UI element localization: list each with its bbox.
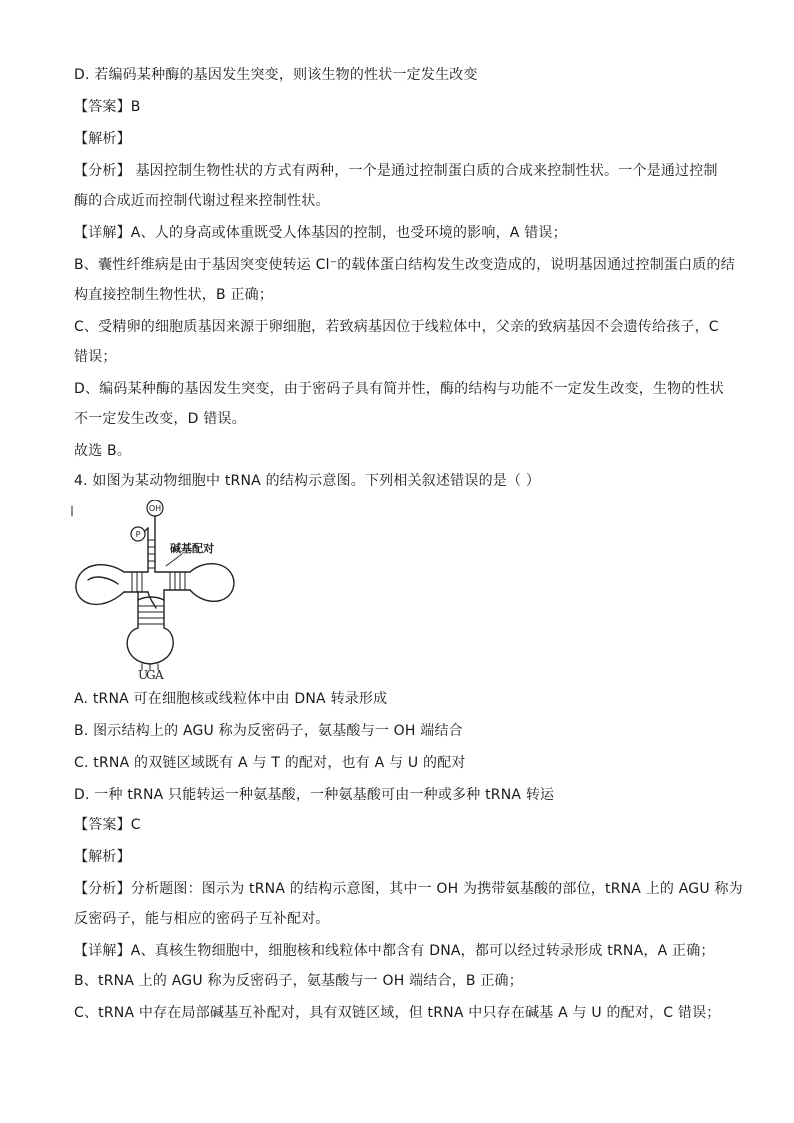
q4-option-d: D. 一种 tRNA 只能转运一种氨基酸，一种氨基酸可由一种或多种 tRNA 转运 <box>74 787 555 803</box>
phosphate-label: P <box>135 530 141 539</box>
q4-analysis-line-2: 反密码子，能与相应的密码子互补配对。 <box>74 911 330 927</box>
q4-detail-line-3: C、tRNA 中存在局部碱基互补配对，具有双链区域，但 tRNA 中只存在碱基 A 与 U 的配对，C 错误； <box>74 1005 721 1021</box>
q4-option-c: C. tRNA 的双链区域既有 A 与 T 的配对，也有 A 与 U 的配对 <box>74 755 466 771</box>
q4-option-a: A. tRNA 可在细胞核或线粒体中由 DNA 转录形成 <box>74 691 388 707</box>
q4-answer: 【答案】C <box>74 817 141 833</box>
q3-analysis-line-2: 酶的合成近而控制代谢过程来控制性状。 <box>74 193 330 209</box>
q3-detail-line-1: 【详解】A、人的身高或体重既受人体基因的控制，也受环境的影响，A 错误； <box>74 225 567 241</box>
q3-detail-line-4: C、受精卵的细胞质基因来源于卵细胞，若致病基因位于线粒体中，父亲的致病基因不会遗传给孩子，C <box>74 319 719 335</box>
q3-analysis-line-1: 【分析】 基因控制生物性状的方式有两种，一个是通过控制蛋白质的合成来控制性状。一个是通过控制 <box>74 163 718 179</box>
q3-detail-line-2: B、囊性纤维病是由于基因突变使转运 Cl⁻的载体蛋白结构发生改变造成的，说明基因通过控制蛋白质的结 <box>74 257 735 273</box>
q3-option-d: D. 若编码某种酶的基因发生突变，则该生物的性状一定发生改变 <box>74 67 478 83</box>
q3-analysis-heading: 【解析】 <box>74 131 131 147</box>
q3-detail-line-7: 不一定发生改变，D 错误。 <box>74 411 246 427</box>
q3-detail-line-3: 构直接控制生物性状，B 正确； <box>74 287 274 303</box>
q3-conclusion: 故选 B。 <box>74 443 132 459</box>
q3-answer: 【答案】B <box>74 99 141 115</box>
q4-detail-line-2: B、tRNA 上的 AGU 称为反密码子，氨基酸与一 OH 端结合，B 正确； <box>74 973 523 989</box>
q4-analysis-line-1: 【分析】分析题图：图示为 tRNA 的结构示意图，其中一 OH 为携带氨基酸的部位，tRNA 上的 AGU 称为 <box>74 881 743 897</box>
base-pairing-label: 碱基配对 <box>170 542 214 555</box>
q4-analysis-heading: 【解析】 <box>74 849 131 865</box>
anticodon-base-2: G <box>146 668 156 680</box>
anticodon-base-1: U <box>138 668 149 680</box>
q4-detail-line-1: 【详解】A、真核生物细胞中，细胞核和线粒体中都含有 DNA，都可以经过转录形成 tRNA，A 正确； <box>74 943 715 959</box>
q3-detail-line-6: D、编码某种酶的基因发生突变，由于密码子具有简并性，酶的结构与功能不一定发生改变，生物的性状 <box>74 381 724 397</box>
trna-diagram-svg <box>66 500 256 680</box>
q4-option-b: B. 图示结构上的 AGU 称为反密码子，氨基酸与一 OH 端结合 <box>74 723 463 739</box>
q3-detail-line-5: 错误； <box>74 349 117 365</box>
anticodon-base-3: A <box>155 668 164 680</box>
q4-stem: 4. 如图为某动物细胞中 tRNA 的结构示意图。下列相关叙述错误的是（ ） <box>74 473 541 489</box>
trna-structure-diagram <box>66 500 256 680</box>
oh-label: OH <box>148 504 162 513</box>
